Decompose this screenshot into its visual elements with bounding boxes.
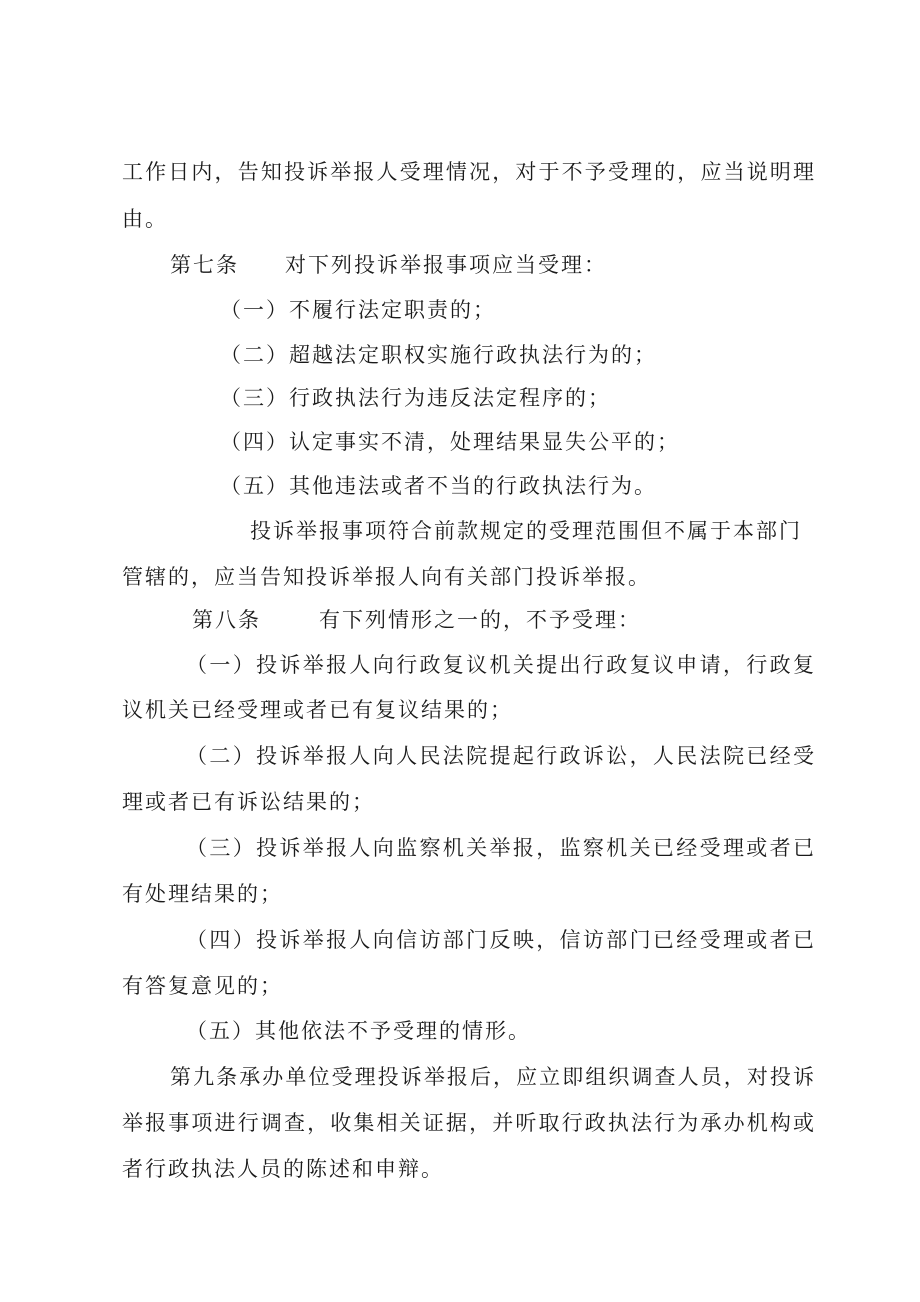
article-text: 对下列投诉举报事项应当受理： [285,253,607,277]
paragraph-line: 工作日内，告知投诉举报人受理情况，对于不予受理的，应当说明理 [122,160,814,184]
paragraph-line: 有处理结果的； [122,882,283,906]
article-text: 有下列情形之一的，不予受理： [319,608,641,632]
paragraph-line: 管辖的，应当告知投诉举报人向有关部门投诉举报。 [122,565,651,589]
paragraph-line: 者行政执法人员的陈述和申辩。 [122,1157,444,1181]
article-9-line: 第九条承办单位受理投诉举报后，应立即组织调查人员，对投诉 [170,1065,814,1089]
paragraph-line: 议机关已经受理或者已有复议结果的； [122,698,513,722]
list-item: （二）投诉举报人向人民法院提起行政诉讼，人民法院已经受 [186,744,814,768]
paragraph-line: 举报事项进行调查，收集相关证据，并听取行政执法行为承办机构或 [122,1111,814,1135]
list-item: （五）其他违法或者不当的行政执法行为。 [220,474,657,498]
article-8 [192,605,641,635]
paragraph-line: 理或者已有诉讼结果的； [122,790,375,814]
list-item: （三）行政执法行为违反法定程序的； [220,386,611,410]
list-item: （二）超越法定职权实施行政执法行为的； [220,343,657,367]
list-item: （五）其他依法不予受理的情形。 [186,1019,531,1043]
list-item: （一）投诉举报人向行政复议机关提出行政复议申请，行政复 [186,653,814,677]
article-heading: 第七条 [170,253,239,277]
article-heading: 第八条 [192,608,261,632]
paragraph-line: 由。 [122,207,168,231]
list-item: （四）投诉举报人向信访部门反映，信访部门已经受理或者已 [186,928,814,952]
paragraph-line: 有答复意见的； [122,974,283,998]
list-item: （一）不履行法定职责的； [220,298,496,322]
list-item: （四）认定事实不清，处理结果显失公平的； [220,430,680,454]
paragraph-line: 投诉举报事项符合前款规定的受理范围但不属于本部门 [250,519,802,543]
list-item: （三）投诉举报人向监察机关举报，监察机关已经受理或者已 [186,836,814,860]
article-7 [170,250,607,280]
